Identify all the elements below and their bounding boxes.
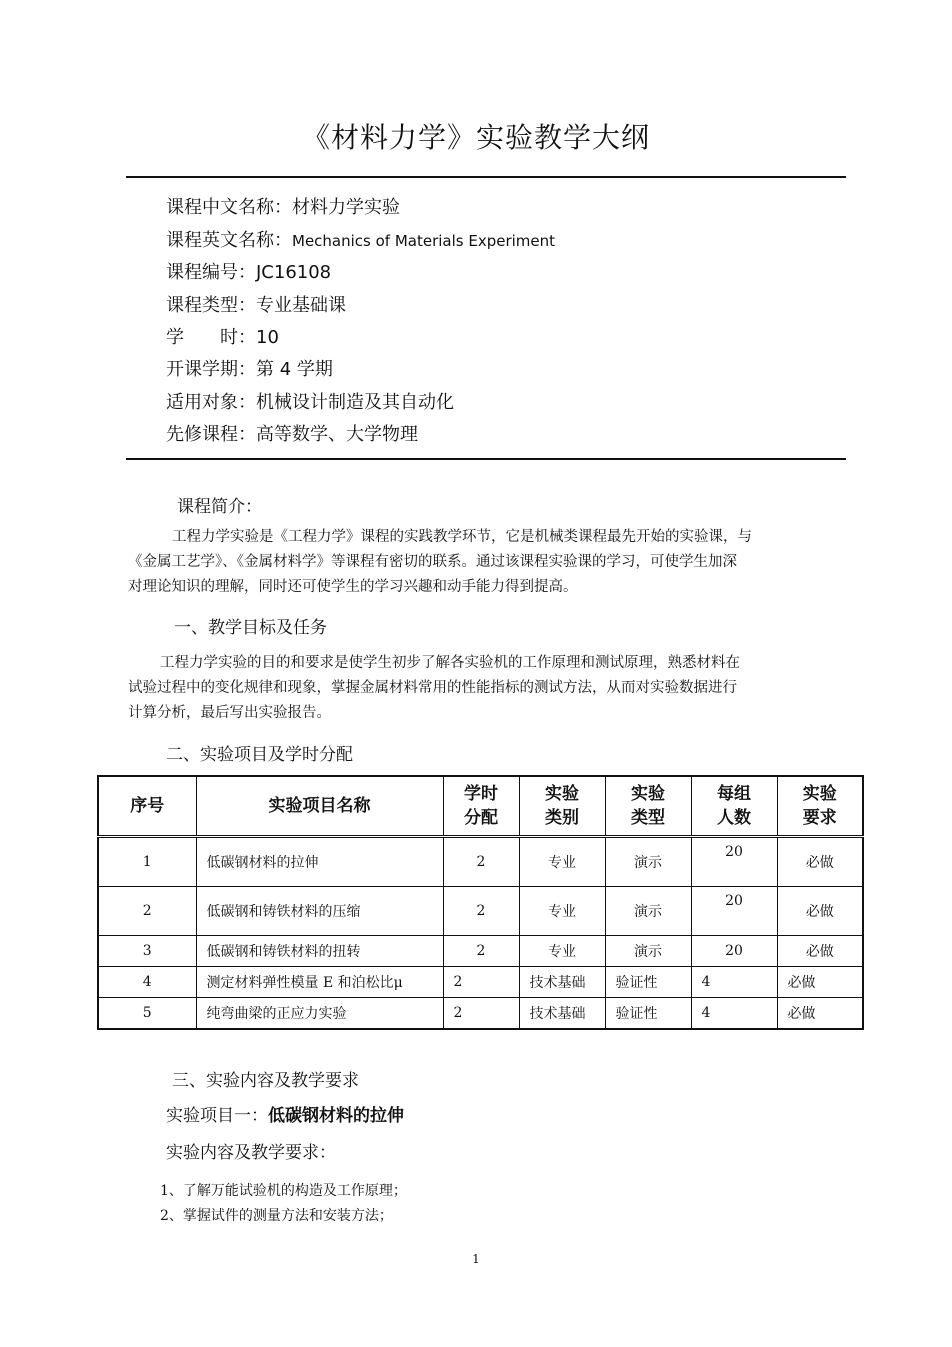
col-header-group-size xyxy=(691,776,777,837)
cell-project-name: 低碳钢和铸铁材料的扭转 xyxy=(196,936,443,967)
cell-project-name: 测定材料弹性模量 E 和泊松比μ xyxy=(196,967,443,998)
course-en-name-value: Mechanics of Materials Experiment xyxy=(292,232,556,250)
cell-hours: 2 xyxy=(443,936,519,967)
cell-hours: 2 xyxy=(443,887,519,936)
cell-group-size: 4 xyxy=(691,967,777,998)
table-header-row xyxy=(98,776,863,837)
course-target: 适用对象：机械设计制造及其自动化 xyxy=(166,392,454,413)
table-row xyxy=(98,936,863,967)
cell-category: 专业 xyxy=(519,887,605,936)
cell-index: 5 xyxy=(98,998,196,1030)
cell-category: 专业 xyxy=(519,936,605,967)
intro-heading: 课程简介： xyxy=(177,497,262,517)
cell-hours: 2 xyxy=(443,967,519,998)
cell-category: 专业 xyxy=(519,837,605,887)
cell-requirement: 必做 xyxy=(777,998,863,1030)
course-code: 课程编号：JC16108 xyxy=(166,262,332,283)
course-cn-name: 课程中文名称：材料力学实验 xyxy=(166,197,400,218)
col-header-category-text: 实验 类别 xyxy=(545,784,579,828)
cell-kind: 验证性 xyxy=(605,967,691,998)
top-rule xyxy=(126,176,846,178)
course-term: 开课学期：第 4 学期 xyxy=(166,359,333,380)
cell-kind: 验证性 xyxy=(605,998,691,1030)
cell-requirement: 必做 xyxy=(777,837,863,887)
cell-index: 4 xyxy=(98,967,196,998)
course-en-name-label: 课程英文名称： xyxy=(166,230,292,251)
bottom-rule xyxy=(126,458,846,460)
course-hours: 学 时：10 xyxy=(166,327,279,348)
cell-group-size: 20 xyxy=(691,887,777,936)
requirements-heading: 实验内容及教学要求： xyxy=(166,1143,336,1163)
schedule-table xyxy=(97,775,864,1030)
requirement-item: 1、了解万能试验机的构造及工作原理； xyxy=(160,1183,407,1199)
section1-line: 计算分析，最后写出实验报告。 xyxy=(128,705,331,721)
cell-category: 技术基础 xyxy=(519,998,605,1030)
cell-project-name: 纯弯曲梁的正应力实验 xyxy=(196,998,443,1030)
col-header-kind xyxy=(605,776,691,837)
course-en-name xyxy=(166,226,555,252)
section3-heading: 三、实验内容及教学要求 xyxy=(172,1071,359,1091)
intro-line: 对理论知识的理解，同时还可使学生的学习兴趣和动手能力得到提高。 xyxy=(128,579,578,595)
cell-hours: 2 xyxy=(443,837,519,887)
project-one-title xyxy=(166,1101,404,1126)
project-one-label: 实验项目一： xyxy=(166,1106,268,1126)
table-row xyxy=(98,887,863,936)
col-header-hours xyxy=(443,776,519,837)
section1-heading: 一、教学目标及任务 xyxy=(174,618,327,638)
intro-paragraph xyxy=(128,525,752,600)
cell-project-name: 低碳钢和铸铁材料的压缩 xyxy=(196,887,443,936)
section1-line: 工程力学实验的目的和要求是使学生初步了解各实验机的工作原理和测试原理，熟悉材料在 xyxy=(160,655,740,671)
section1-line: 试验过程中的变化规律和现象，掌握金属材料常用的性能指标的测试方法，从而对实验数据进行 xyxy=(128,680,737,696)
cell-project-name: 低碳钢材料的拉伸 xyxy=(196,837,443,887)
course-type: 课程类型：专业基础课 xyxy=(166,295,346,316)
col-header-category xyxy=(519,776,605,837)
cell-requirement: 必做 xyxy=(777,887,863,936)
cell-requirement: 必做 xyxy=(777,967,863,998)
col-header-requirement xyxy=(777,776,863,837)
page-number: 1 xyxy=(472,1252,480,1266)
course-prereq: 先修课程：高等数学、大学物理 xyxy=(166,424,418,445)
cell-kind: 演示 xyxy=(605,887,691,936)
intro-line: 工程力学实验是《工程力学》课程的实践教学环节，它是机械类课程最先开始的实验课，与 xyxy=(172,529,752,545)
cell-index: 2 xyxy=(98,887,196,936)
section1-paragraph xyxy=(128,651,740,726)
cell-requirement: 必做 xyxy=(777,936,863,967)
table-row xyxy=(98,837,863,887)
col-header-project-name: 实验项目名称 xyxy=(196,776,443,837)
section2-heading: 二、实验项目及学时分配 xyxy=(166,745,353,765)
cell-group-size: 4 xyxy=(691,998,777,1030)
requirement-item: 2、掌握试件的测量方法和安装方法； xyxy=(160,1208,393,1224)
cell-index: 1 xyxy=(98,837,196,887)
col-header-group-size-text: 每组 人数 xyxy=(717,784,751,828)
cell-index: 3 xyxy=(98,936,196,967)
cell-kind: 演示 xyxy=(605,837,691,887)
cell-kind: 演示 xyxy=(605,936,691,967)
cell-group-size: 20 xyxy=(691,837,777,887)
cell-category: 技术基础 xyxy=(519,967,605,998)
cell-hours: 2 xyxy=(443,998,519,1030)
col-header-kind-text: 实验 类型 xyxy=(631,784,665,828)
table-row xyxy=(98,998,863,1030)
cell-group-size: 20 xyxy=(691,936,777,967)
col-header-requirement-text: 实验 要求 xyxy=(802,784,837,828)
document-title: 《材料力学》实验教学大纲 xyxy=(301,121,650,154)
project-one-name: 低碳钢材料的拉伸 xyxy=(268,1106,404,1126)
col-header-hours-text: 学时 分配 xyxy=(464,784,498,828)
intro-line: 《金属工艺学》、《金属材料学》等课程有密切的联系。通过该课程实验课的学习，可使学生加深 xyxy=(128,554,737,570)
table-row xyxy=(98,967,863,998)
col-header-index: 序号 xyxy=(98,776,196,837)
